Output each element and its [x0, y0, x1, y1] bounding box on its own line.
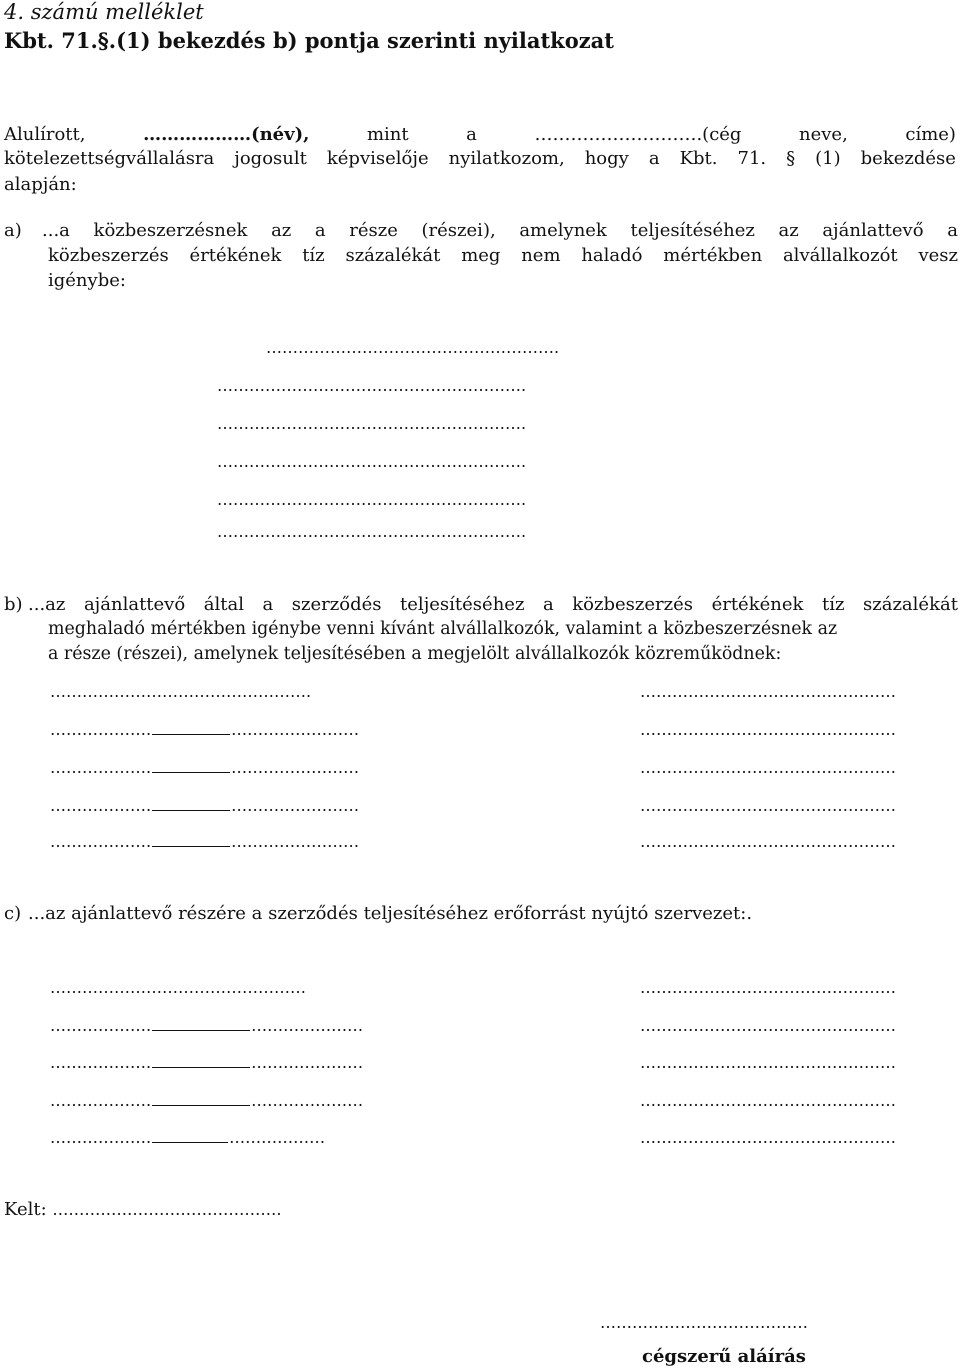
section-a-word: közbeszerzésnek [93, 220, 248, 241]
intro-word: mint [366, 124, 409, 145]
underline-blank [152, 809, 230, 811]
document-title: Kbt. 71.§.(1) bekezdés b) pontja szerinti nyilatkozat [4, 28, 614, 53]
section-b-word: értékének [711, 594, 804, 615]
underline-blank [152, 771, 230, 773]
underline-blank [152, 733, 230, 735]
section-a-word: az [271, 220, 292, 241]
intro-line-1 [4, 124, 956, 145]
intro-word: a [648, 148, 660, 169]
section-a-word: alvállalkozót [782, 245, 898, 266]
intro-word: neve, [799, 124, 848, 145]
resource-provider-line [50, 1091, 363, 1110]
section-a-fill-line: …………………………………………………. [217, 522, 527, 541]
underline-blank [152, 1141, 228, 1143]
dots-right: …………………… [231, 720, 360, 739]
dots-right: …………………… [231, 758, 360, 777]
name-blank: ………………(név), [143, 124, 310, 145]
section-a-word: nem [521, 245, 561, 266]
intro-word: bekezdése [860, 148, 956, 169]
date-label: Kelt: [4, 1199, 47, 1220]
intro-word: jogosult [234, 148, 307, 169]
section-b-word: ...az [28, 594, 66, 615]
resource-part-line: ………………………………………… [640, 978, 896, 997]
dots-left: ………………. [50, 758, 152, 777]
section-b-line-2: meghaladó mértékben igénybe venni kívánt alvállalkozók, valamint a közbeszerzésnek az [48, 619, 838, 639]
subcontractor-name-line [50, 832, 359, 851]
section-a-word: a [947, 220, 958, 241]
date-line [4, 1199, 282, 1220]
dots-right: …………………… [231, 796, 360, 815]
resource-part-line: ………………………………………… [640, 1091, 896, 1110]
section-b-word: százalékát [863, 594, 958, 615]
section-b-line-3: a része (részei), amelynek teljesítésében a megjelölt alvállalkozók közreműködnek: [48, 644, 782, 664]
section-a-fill-line: …………………………………………………. [217, 414, 527, 433]
intro-word: (1) [815, 148, 841, 169]
section-a-label: a) [4, 220, 22, 241]
intro-word: címe) [905, 124, 956, 145]
resource-part-line: ………………………………………… [640, 1053, 896, 1072]
section-a-word: meg [461, 245, 501, 266]
section-a-word: vesz [918, 245, 958, 266]
work-part-line: ………………………………………… [640, 796, 896, 815]
signature-line: ………………………………… [600, 1313, 808, 1332]
section-c-text: ...az ajánlattevő részére a szerződés teljesítéséhez erőforrást nyújtó szervezet:. [28, 903, 753, 924]
section-b-word: a [262, 594, 274, 615]
subcontractor-name-line [50, 796, 359, 815]
work-part-line: ………………………………………… [640, 832, 896, 851]
section-b-word: a [542, 594, 554, 615]
dots-left: ………………. [50, 720, 152, 739]
dots-left: ………………. [50, 832, 152, 851]
section-a-word: értékének [189, 245, 282, 266]
dots-left: ………………. [50, 1091, 152, 1110]
intro-word: hogy [584, 148, 629, 169]
section-b-word: teljesítéséhez [400, 594, 525, 615]
resource-provider-line [50, 1053, 363, 1072]
date-blank: ……………………………………. [52, 1200, 282, 1219]
section-a-word: haladó [581, 245, 643, 266]
dots-right: ………………… [251, 1053, 364, 1072]
section-b-word: által [203, 594, 244, 615]
dots-left: ………………. [50, 796, 152, 815]
intro-word: nyilatkozom, [448, 148, 565, 169]
intro-word: képviselője [326, 148, 429, 169]
section-b-word: tíz [821, 594, 845, 615]
section-a-line-1 [42, 220, 958, 241]
section-a-word: ...a [42, 220, 70, 241]
section-b-word: szerződés [291, 594, 382, 615]
intro-word: 71. [737, 148, 767, 169]
underline-blank [152, 845, 230, 847]
subcontractor-name-line: …………………………………………. [50, 682, 312, 701]
intro-word: § [786, 148, 796, 169]
intro-line-3: alapján: [4, 174, 77, 195]
dots-right: ……………… [229, 1128, 326, 1147]
section-a-fill-line: ………………………………………………. [266, 338, 560, 357]
section-a-word: százalékát [345, 245, 441, 266]
resource-part-line: ………………………………………… [640, 1128, 896, 1147]
work-part-line: ………………………………………… [640, 682, 896, 701]
resource-provider-line [50, 1016, 363, 1035]
section-a-word: a [314, 220, 326, 241]
underline-blank [152, 1104, 250, 1106]
section-a-fill-line: …………………………………………………. [217, 490, 527, 509]
section-c-label: c) [4, 903, 22, 924]
subcontractor-name-line [50, 758, 359, 777]
section-b-line-1 [28, 594, 958, 615]
signature-label: cégszerű aláírás [642, 1346, 806, 1367]
underline-blank [152, 1066, 250, 1068]
section-a-word: amelynek [519, 220, 607, 241]
dots-right: …………………… [231, 832, 360, 851]
section-a-word: része [349, 220, 398, 241]
work-part-line: ………………………………………… [640, 720, 896, 739]
resource-provider-line: ………………………………………… [50, 978, 306, 997]
section-a-line-2 [48, 245, 958, 266]
annex-label: 4. számú melléklet [4, 0, 204, 24]
intro-word: kötelezettségvállalásra [4, 148, 215, 169]
subcontractor-name-line [50, 720, 359, 739]
dots-right: ………………… [251, 1091, 364, 1110]
section-a-word: (részei), [421, 220, 496, 241]
work-part-line: ………………………………………… [640, 758, 896, 777]
dots-left: ………………. [50, 1016, 152, 1035]
section-a-word: tíz [302, 245, 325, 266]
section-a-word: mértékben [663, 245, 763, 266]
dots-right: ………………… [251, 1016, 364, 1035]
underline-blank [152, 1029, 250, 1031]
section-a-line-3: igénybe: [48, 270, 126, 291]
section-a-word: ajánlattevő [822, 220, 924, 241]
section-b-word: ajánlattevő [83, 594, 186, 615]
section-a-word: az [778, 220, 799, 241]
dots-left: ………………. [50, 1053, 152, 1072]
intro-line-2 [4, 148, 956, 169]
resource-provider-line [50, 1128, 325, 1147]
company-blank: ……………………….(cég [534, 124, 742, 145]
resource-part-line: ………………………………………… [640, 1016, 896, 1035]
intro-word: Kbt. [679, 148, 718, 169]
section-a-fill-line: …………………………………………………. [217, 376, 527, 395]
dots-left: ………………. [50, 1128, 152, 1147]
section-a-word: teljesítéséhez [630, 220, 755, 241]
intro-word: Alulírott, [4, 124, 86, 145]
intro-word: a [466, 124, 477, 145]
section-a-fill-line: …………………………………………………. [217, 452, 527, 471]
section-b-label: b) [4, 594, 23, 615]
section-b-word: közbeszerzés [572, 594, 694, 615]
section-a-word: közbeszerzés [48, 245, 169, 266]
